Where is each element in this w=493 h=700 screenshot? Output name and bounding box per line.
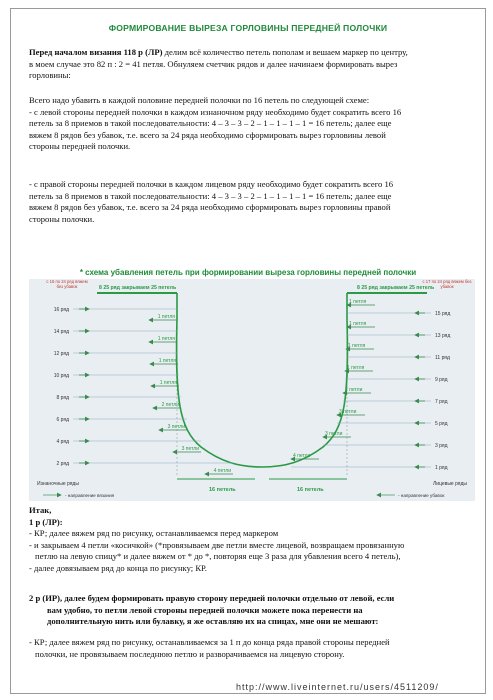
- right-row-label: 3 ряд: [435, 443, 448, 449]
- scheme-right-paragraph: [29, 179, 471, 225]
- row2-items: [29, 637, 471, 660]
- right-dec-label: 1 петля: [348, 343, 366, 349]
- intro-line1: делим всё количество петель пополам и вешаем маркер по центру,: [162, 47, 408, 57]
- neckline-diagram: [29, 279, 475, 501]
- left-dec-label: 3 петли: [181, 446, 199, 452]
- right-row-label: 5 ряд: [435, 421, 448, 427]
- row2-item: полочки, не провязываем последнюю петлю и разворачиваемся на лицевую сторону.: [35, 648, 345, 659]
- left-note: [43, 279, 91, 297]
- row2-paragraph: [29, 593, 471, 628]
- left-note-text: с 16 по 24 ряд вяжем без убавок: [46, 279, 88, 289]
- intro-paragraph: [29, 47, 471, 82]
- right-dec-label: 1 петля: [347, 365, 365, 371]
- right-dec-label: 3 петли: [339, 409, 357, 415]
- left-dec-label: 2 петли: [161, 402, 179, 408]
- right-dec-label: 4 петли: [293, 453, 311, 459]
- row2-line: 2 р (ИР), далее будем формировать правую сторону передней полочки отдельно от левой, если: [29, 593, 395, 603]
- left-row-label: 8 ряд: [56, 395, 69, 401]
- left-row-label: 6 ряд: [56, 417, 69, 423]
- right-dec-label: 1 петля: [349, 321, 367, 327]
- left-dec-label: 1 петля: [159, 380, 177, 386]
- knit-rows-label: Лицевые ряды: [433, 481, 468, 487]
- bottom-right-count: 16 петель: [297, 487, 324, 493]
- rows-layer: [54, 299, 451, 474]
- left-row-label: 2 ряд: [56, 461, 69, 467]
- right-row-label: 13 ряд: [435, 333, 451, 339]
- scheme-right-line: - с правой стороны передней полочки в каждом лицевом ряду необходимо будет сократить всего 16: [29, 179, 394, 189]
- left-row-label: 12 ряд: [53, 351, 69, 357]
- row2-item: - КР; далее вяжем ряд по рисунку, останавливаемся за 1 п до конца ряда правой стороны передней: [29, 637, 390, 647]
- left-dec-label: 4 петли: [213, 468, 231, 474]
- itak-heading: Итак,: [29, 505, 52, 515]
- scheme-right-line: вяжем 8 рядов без убавок, т.е. всего за 24 ряда необходимо сформировать вырез горловины правой: [29, 202, 391, 213]
- right-row-label: 15 ряд: [435, 311, 451, 317]
- right-dec-label: 1 петля: [349, 299, 367, 305]
- right-row-label: 11 ряд: [435, 355, 450, 361]
- right-row-label: 9 ряд: [435, 377, 448, 383]
- purl-rows-label: Изнаночные ряды: [37, 481, 79, 487]
- left-dec-label: 3 петли: [167, 424, 185, 430]
- scheme-left-line: петель за 8 приемов в такой последовательности: 4 – 3 – 3 – 2 – 1 – 1 – 1 – 1 = 16 петель; далее еще: [29, 118, 392, 129]
- scheme-right-line: петель за 8 приемов в такой последовательности: 4 – 3 – 3 – 2 – 1 – 1 – 1 – 1 = 16 петель; далее еще: [29, 190, 392, 201]
- page-title: ФОРМИРОВАНИЕ ВЫРЕЗА ГОРЛОВИНЫ ПЕРЕДНЕЙ ПОЛОЧКИ: [108, 23, 388, 33]
- intro-line3: горловины:: [29, 70, 71, 81]
- row1-item: - далее довязываем ряд до конца по рисунку; КР.: [29, 562, 207, 573]
- right-dec-label: 3 петли: [325, 431, 343, 437]
- right-dec-label: 2 петли: [345, 387, 363, 393]
- knit-dir-label: - направление вязания: [65, 493, 115, 498]
- bottom-left-count: 16 петель: [209, 487, 236, 493]
- right-row-label: 1 ряд: [435, 465, 448, 471]
- top-left-label: 8 25 ряд закрываем 25 петель: [99, 285, 177, 291]
- left-row-label: 4 ряд: [56, 439, 69, 445]
- row1-item: петлю на левую спицу* и далее вяжем от * до *, повторяя еще 3 раза для убавления всего 4 петель),: [35, 551, 401, 562]
- left-dec-label: 1 петля: [158, 358, 176, 364]
- scheme-line1: Всего надо убавить в каждой половине передней полочки по 16 петель по следующей схеме:: [29, 95, 370, 105]
- diagram-subtitle: * схема убавления петель при формировании выреза горловины передней полочки: [79, 268, 417, 277]
- neckline-diagram-svg: [29, 279, 475, 501]
- scheme-left-line: стороны передней полочки.: [29, 141, 131, 152]
- neckline-curve: [177, 293, 348, 467]
- intro-bold: Перед началом визания 118 р (ЛР): [29, 47, 163, 57]
- row1-item: - КР; далее вяжем ряд по рисунку, останавливаемся перед маркером: [29, 528, 279, 539]
- left-dec-label: 1 петля: [157, 336, 175, 342]
- right-note-text: с 17 по 24 ряд вяжем без убавок: [422, 279, 472, 289]
- dec-dir-label: - направление убавок: [398, 493, 445, 498]
- document-page: [10, 8, 486, 694]
- scheme-left-line: - с левой стороны передней полочки в каждом изнаночном ряду необходимо будет сократить всего 16: [29, 106, 402, 117]
- source-watermark: http://www.liveinternet.ru/users/4511209/: [236, 682, 439, 692]
- bottom-section: [29, 505, 471, 575]
- intro-line2: в моем случае это 82 п : 2 = 41 петля. Обнуляем счетчик рядов и далее начинаем формировать вырез: [29, 58, 398, 69]
- top-right-label: 8 25 ряд закрываем 25 петель: [357, 285, 435, 291]
- scheme-right-line: стороны полочки.: [29, 213, 95, 224]
- row1-item: - и закрываем 4 петли «косичкой» (*провязываем две петли вместе лицевой, возвращаем провязанную: [29, 539, 405, 550]
- right-row-label: 7 ряд: [435, 399, 448, 405]
- row2-line: дополнительную нить или булавку, я же оставляю их на спицах, мне они не мешают:: [47, 616, 379, 627]
- left-row-label: 10 ряд: [53, 373, 69, 379]
- row2-line: вам удобно, то петли левой стороны передней полочки можете пока перенести на: [47, 604, 363, 615]
- left-row-label: 14 ряд: [53, 329, 69, 335]
- left-row-label: 16 ряд: [53, 307, 69, 313]
- left-dec-label: 1 петля: [157, 314, 175, 320]
- row1-heading: 1 р (ЛР):: [29, 516, 63, 527]
- right-note: [421, 279, 473, 297]
- scheme-left-line: вяжем 8 рядов без убавок, т.е. всего за 24 ряда необходимо сформировать вырез горловины левой: [29, 129, 386, 140]
- scheme-paragraph: [29, 95, 471, 153]
